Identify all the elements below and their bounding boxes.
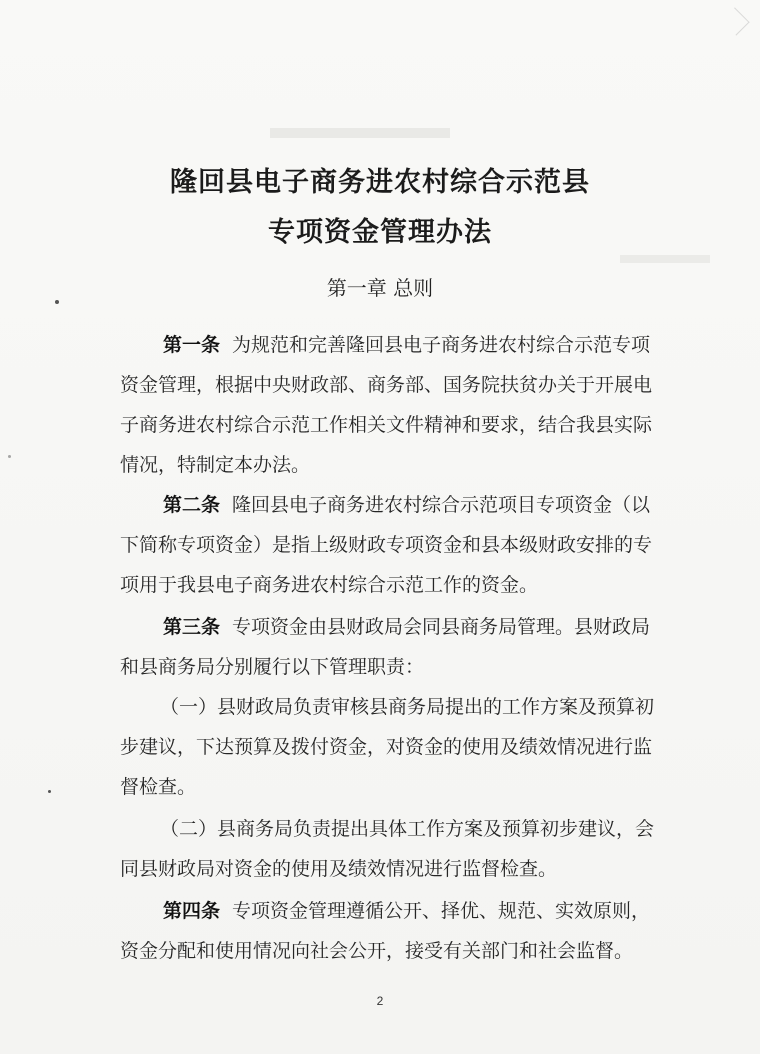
article-1-line: 为规范和完善隆回县电子商务进农村综合示范专项 xyxy=(232,334,651,356)
article-2-line: 下简称专项资金）是指上级财政专项资金和县本级财政安排的专 xyxy=(120,534,653,556)
article-1-line: 子商务进农村综合示范工作相关文件精神和要求，结合我县实际 xyxy=(120,414,653,436)
article-3-label: 第三条 xyxy=(163,616,221,638)
article-4-line: 专项资金管理遵循公开、择优、规范、实效原则， xyxy=(232,900,651,922)
duty-item-2-line: 同县财政局对资金的使用及绩效情况进行监督检查。 xyxy=(120,858,558,880)
duty-item-1-line: （一）县财政局负责审核县商务局提出的工作方案及预算初 xyxy=(160,696,655,718)
duty-item-2-line: （二）县商务局负责提出具体工作方案及预算初步建议，会 xyxy=(160,818,655,840)
scan-speck xyxy=(48,790,51,793)
document-title-line2: 专项资金管理办法 xyxy=(268,217,492,248)
page-number: 2 xyxy=(376,994,384,1008)
page-corner-fold xyxy=(721,7,749,35)
scan-speck xyxy=(8,455,11,458)
show-through-mark xyxy=(270,128,450,138)
article-2-label: 第二条 xyxy=(163,494,221,516)
duty-item-1-line: 步建议，下达预算及拨付资金，对资金的使用及绩效情况进行监 xyxy=(120,736,653,758)
article-4-label: 第四条 xyxy=(163,900,221,922)
article-2-line: 隆回县电子商务进农村综合示范项目专项资金（以 xyxy=(232,494,651,516)
article-1-line: 情况，特制定本办法。 xyxy=(120,454,311,476)
article-1-label: 第一条 xyxy=(163,334,221,356)
show-through-mark xyxy=(620,255,710,263)
article-2-line: 项用于我县电子商务进农村综合示范工作的资金。 xyxy=(120,574,539,596)
duty-item-1-line: 督检查。 xyxy=(120,776,197,798)
article-3-line: 专项资金由县财政局会同县商务局管理。县财政局 xyxy=(232,616,651,638)
document-title-line1: 隆回县电子商务进农村综合示范县 xyxy=(170,167,590,198)
article-4-line: 资金分配和使用情况向社会公开，接受有关部门和社会监督。 xyxy=(120,940,634,962)
article-3-line: 和县商务局分别履行以下管理职责： xyxy=(120,656,425,678)
chapter-heading: 第一章 总则 xyxy=(326,276,434,300)
article-1-line: 资金管理，根据中央财政部、商务部、国务院扶贫办关于开展电 xyxy=(120,374,653,396)
